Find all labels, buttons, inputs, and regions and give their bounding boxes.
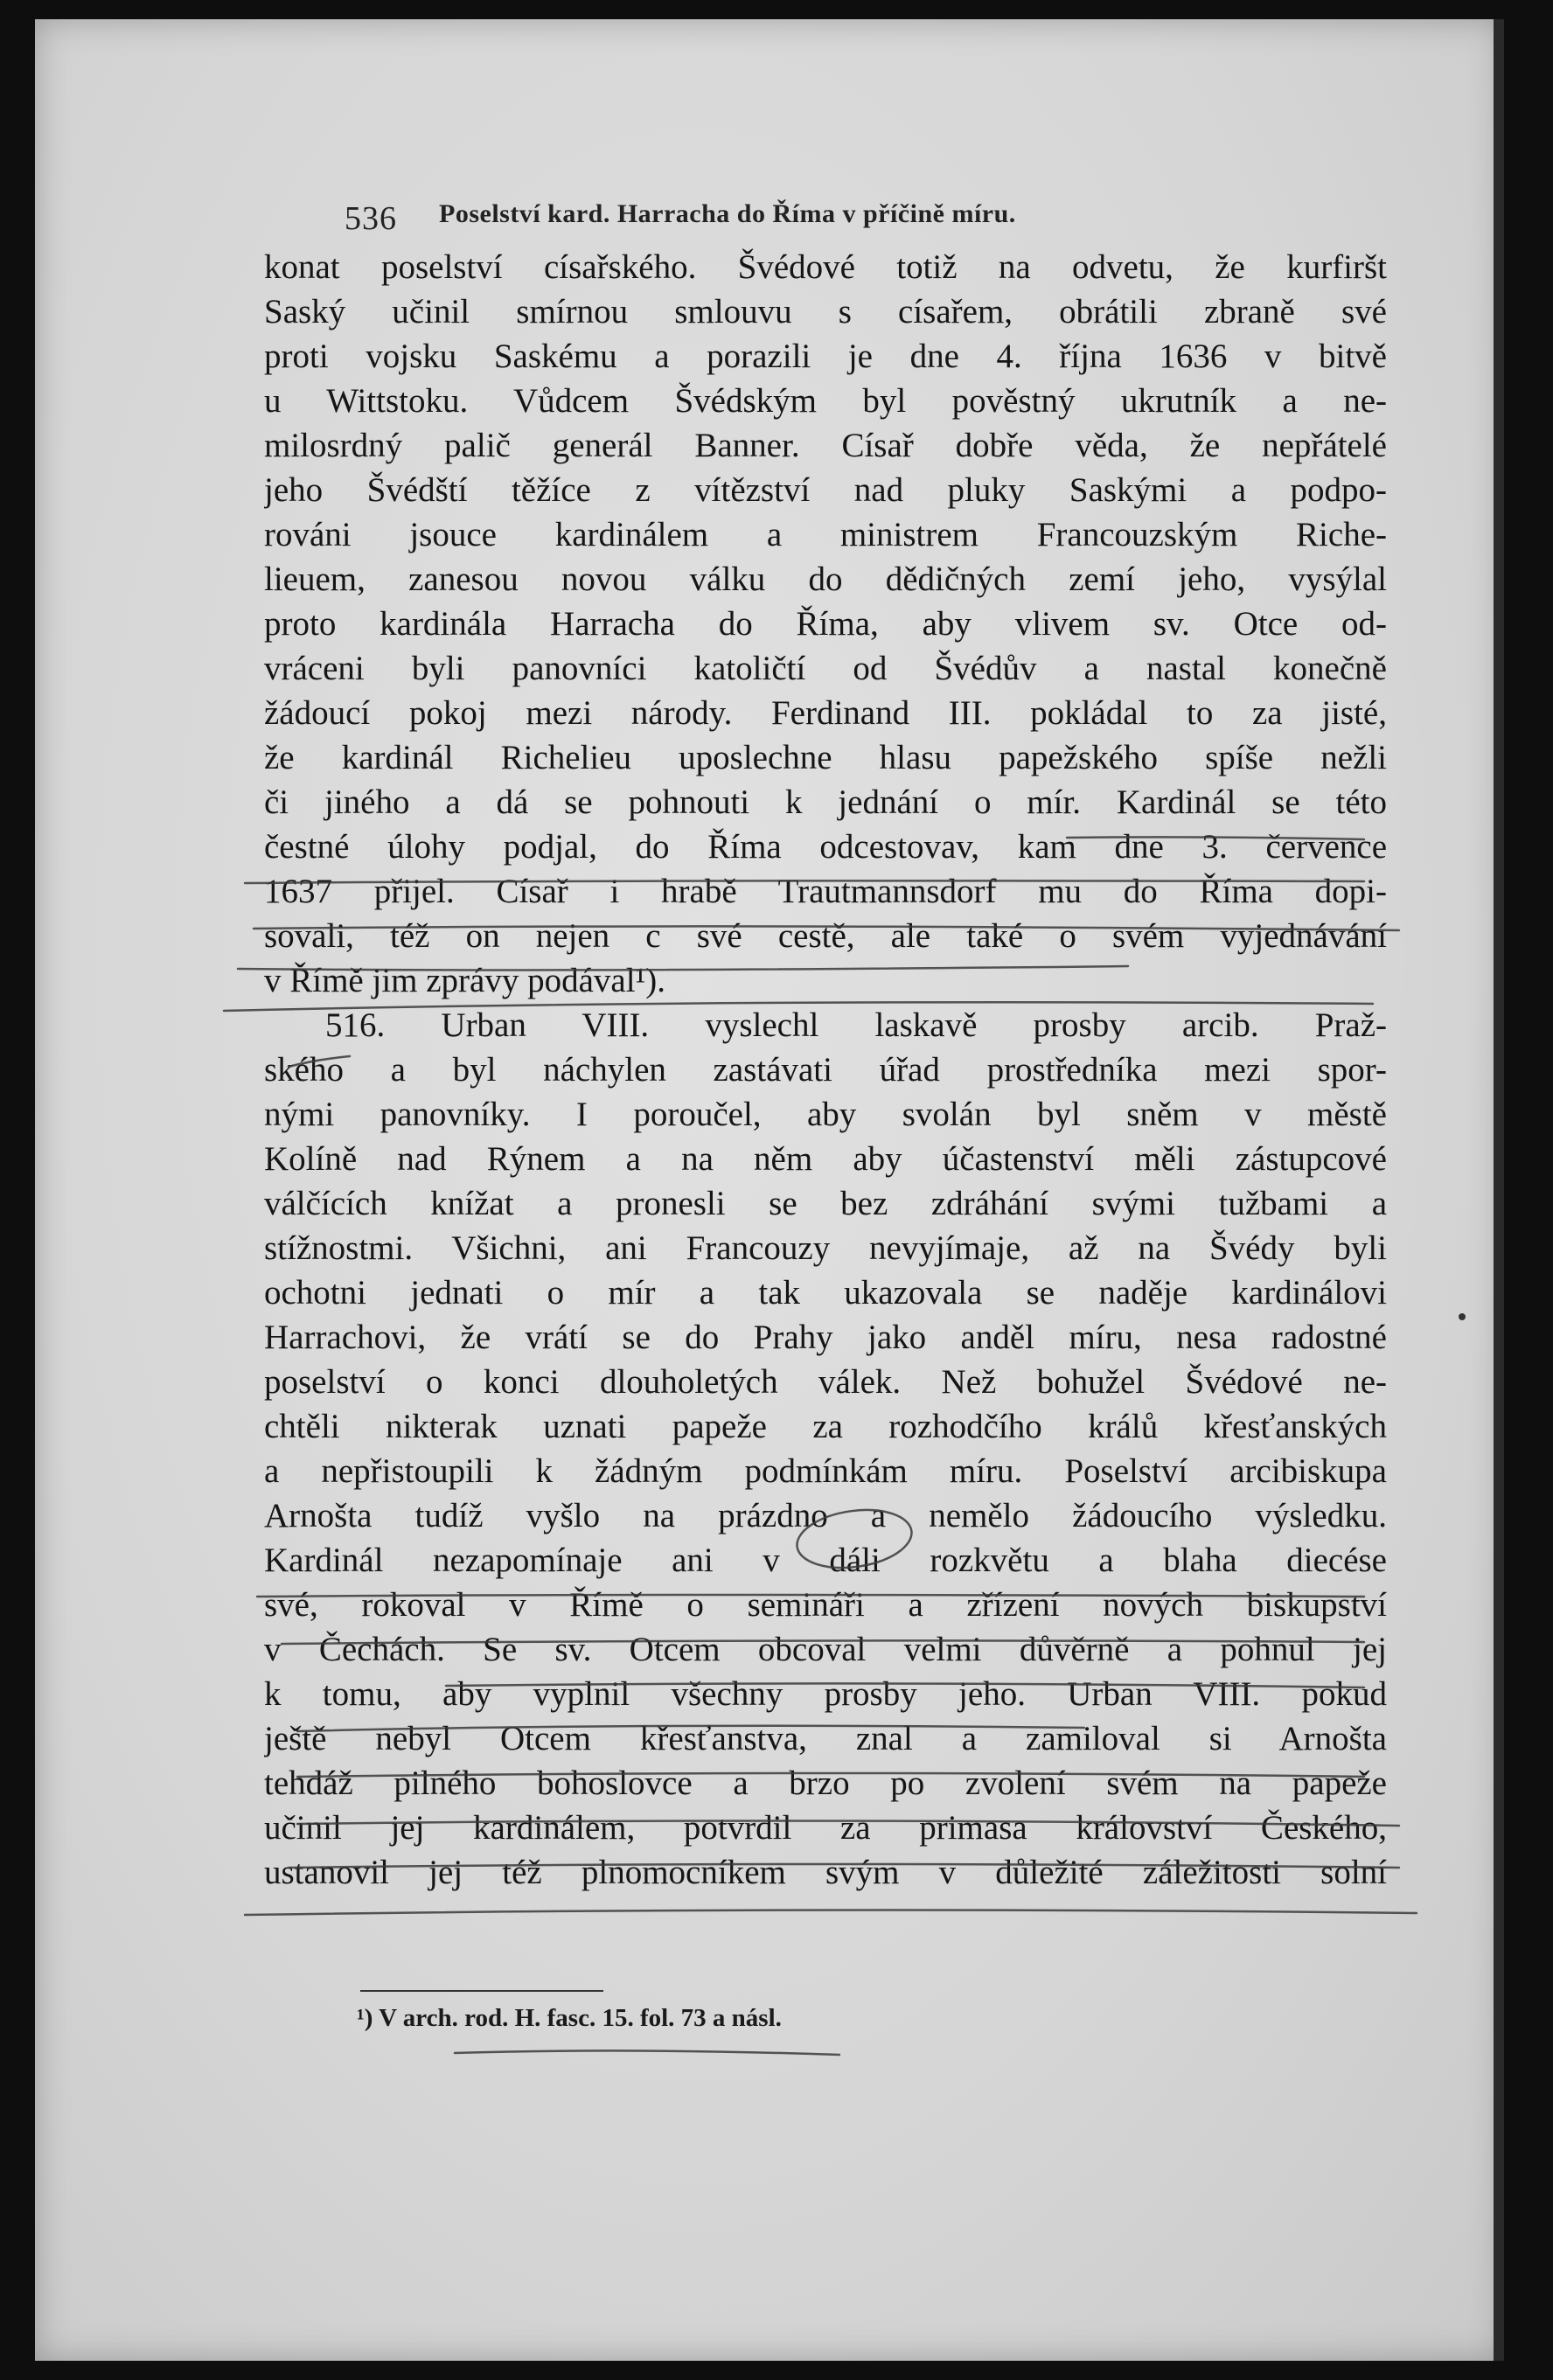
text-line: čestné úlohy podjal, do Říma odcestovav, kam dne 3. července bbox=[264, 828, 1387, 866]
text-line: a nepřistoupili k žádným podmínkám míru. Poselství arcibiskupa bbox=[264, 1452, 1387, 1490]
text-line: Kardinál nezapomínaje ani v dáli rozkvětu a blaha diecése bbox=[264, 1541, 1387, 1579]
text-line: poselství o konci dlouholetých válek. Než bohužel Švédové ne- bbox=[264, 1363, 1387, 1401]
text-line: proti vojsku Saskému a porazili je dne 4. října 1636 v bitvě bbox=[264, 338, 1387, 375]
text-line: ustanovil jej též plnomocníkem svým v důležité záležitosti solní bbox=[264, 1854, 1387, 1891]
text-line: v Římě jim zprávy podával¹). bbox=[264, 962, 665, 999]
footnote-marker: ¹) bbox=[357, 2004, 373, 2032]
text-line: tehdáž pilného bohoslovce a brzo po zvolení svém na papeže bbox=[264, 1764, 1387, 1802]
text-line: nými panovníky. I poroučel, aby svolán byl sněm v městě bbox=[264, 1096, 1387, 1133]
text-line: u Wittstoku. Vůdcem Švédským byl pověstný ukrutník a ne- bbox=[264, 382, 1387, 420]
text-line: chtěli nikterak uznati papeže za rozhodčího králů křesťanských bbox=[264, 1408, 1387, 1445]
underline-mark bbox=[455, 2050, 839, 2055]
text-line: konat poselství císařského. Švédové totiž na odvetu, že kurfiršt bbox=[264, 248, 1387, 286]
text-line: lieuem, zanesou novou válku do dědičných zemí jeho, vysýlal bbox=[264, 560, 1387, 598]
footnote-text: V arch. rod. H. fasc. 15. fol. 73 a násl. bbox=[379, 2004, 782, 2032]
text-line: sovali, též on nejen c své cestě, ale také o svém vyjednávání bbox=[264, 917, 1387, 955]
text-line: jeho Švédští těžíce z vítězství nad pluky Saskými a podpo- bbox=[264, 471, 1387, 509]
page-edge-shadow bbox=[1494, 19, 1504, 2361]
text-line: ještě nebyl Otcem křesťanstva, znal a zamiloval si Arnošta bbox=[264, 1720, 1387, 1757]
body-text bbox=[264, 245, 1387, 1895]
text-line: k tomu, aby vyplnil všechny prosby jeho. Urban VIII. pokud bbox=[264, 1675, 1387, 1713]
text-line: Saský učinil smírnou smlouvu s císařem, obrátili zbraně své bbox=[264, 293, 1387, 331]
margin-speck bbox=[1459, 1313, 1466, 1320]
page-number: 536 bbox=[345, 200, 397, 237]
underline-mark bbox=[245, 1910, 1417, 1915]
text-line: válčících knížat a pronesli se bez zdráhání svými tužbami a bbox=[264, 1185, 1387, 1222]
text-line: Arnošta tudíž vyšlo na prázdno a nemělo žádoucího výsledku. bbox=[264, 1497, 1387, 1534]
scanned-page bbox=[35, 19, 1504, 2361]
text-line: své, rokoval v Římě o semináři a zřízení nových biskupství bbox=[264, 1586, 1387, 1624]
text-line: žádoucí pokoj mezi národy. Ferdinand III. pokládal to za jisté, bbox=[264, 694, 1387, 732]
footnote bbox=[357, 2004, 782, 2033]
text-line: ského a byl náchylen zastávati úřad prostředníka mezi spor- bbox=[264, 1051, 1387, 1089]
text-line: Harrachovi, že vrátí se do Prahy jako anděl míru, nesa radostné bbox=[264, 1319, 1387, 1356]
text-line: milosrdný palič generál Banner. Císař dobře věda, že nepřátelé bbox=[264, 427, 1387, 464]
text-line: ochotni jednati o mír a tak ukazovala se naděje kardinálovi bbox=[264, 1274, 1387, 1312]
text-line: stížnostmi. Všichni, ani Francouzy nevyjímaje, až na Švédy byli bbox=[264, 1229, 1387, 1267]
text-line: v Čechách. Se sv. Otcem obcoval velmi důvěrně a pohnul jej bbox=[264, 1631, 1387, 1668]
text-line: či jiného a dá se pohnouti k jednání o mír. Kardinál se této bbox=[264, 783, 1387, 821]
running-title: Poselství kard. Harracha do Říma v příčině míru. bbox=[439, 199, 1016, 228]
text-line: učinil jej kardinálem, potvrdil za primasa království Českého, bbox=[264, 1809, 1387, 1847]
text-line: rováni jsouce kardinálem a ministrem Francouzským Riche- bbox=[264, 516, 1387, 553]
text-line: proto kardinála Harracha do Říma, aby vlivem sv. Otce od- bbox=[264, 605, 1387, 643]
text-line: 1637 přijel. Císař i hrabě Trautmannsdorf mu do Říma dopi- bbox=[264, 873, 1387, 910]
text-line: vráceni byli panovníci katoličtí od Švédův a nastal konečně bbox=[264, 650, 1387, 687]
text-line: Kolíně nad Rýnem a na něm aby účastenství měli zástupcové bbox=[264, 1140, 1387, 1178]
paragraph-start-line: 516. Urban VIII. vyslechl laskavě prosby arcib. Praž- bbox=[325, 1006, 1387, 1044]
text-line: že kardinál Richelieu uposlechne hlasu papežského spíše nežli bbox=[264, 739, 1387, 776]
footnote-rule bbox=[360, 1990, 603, 1992]
